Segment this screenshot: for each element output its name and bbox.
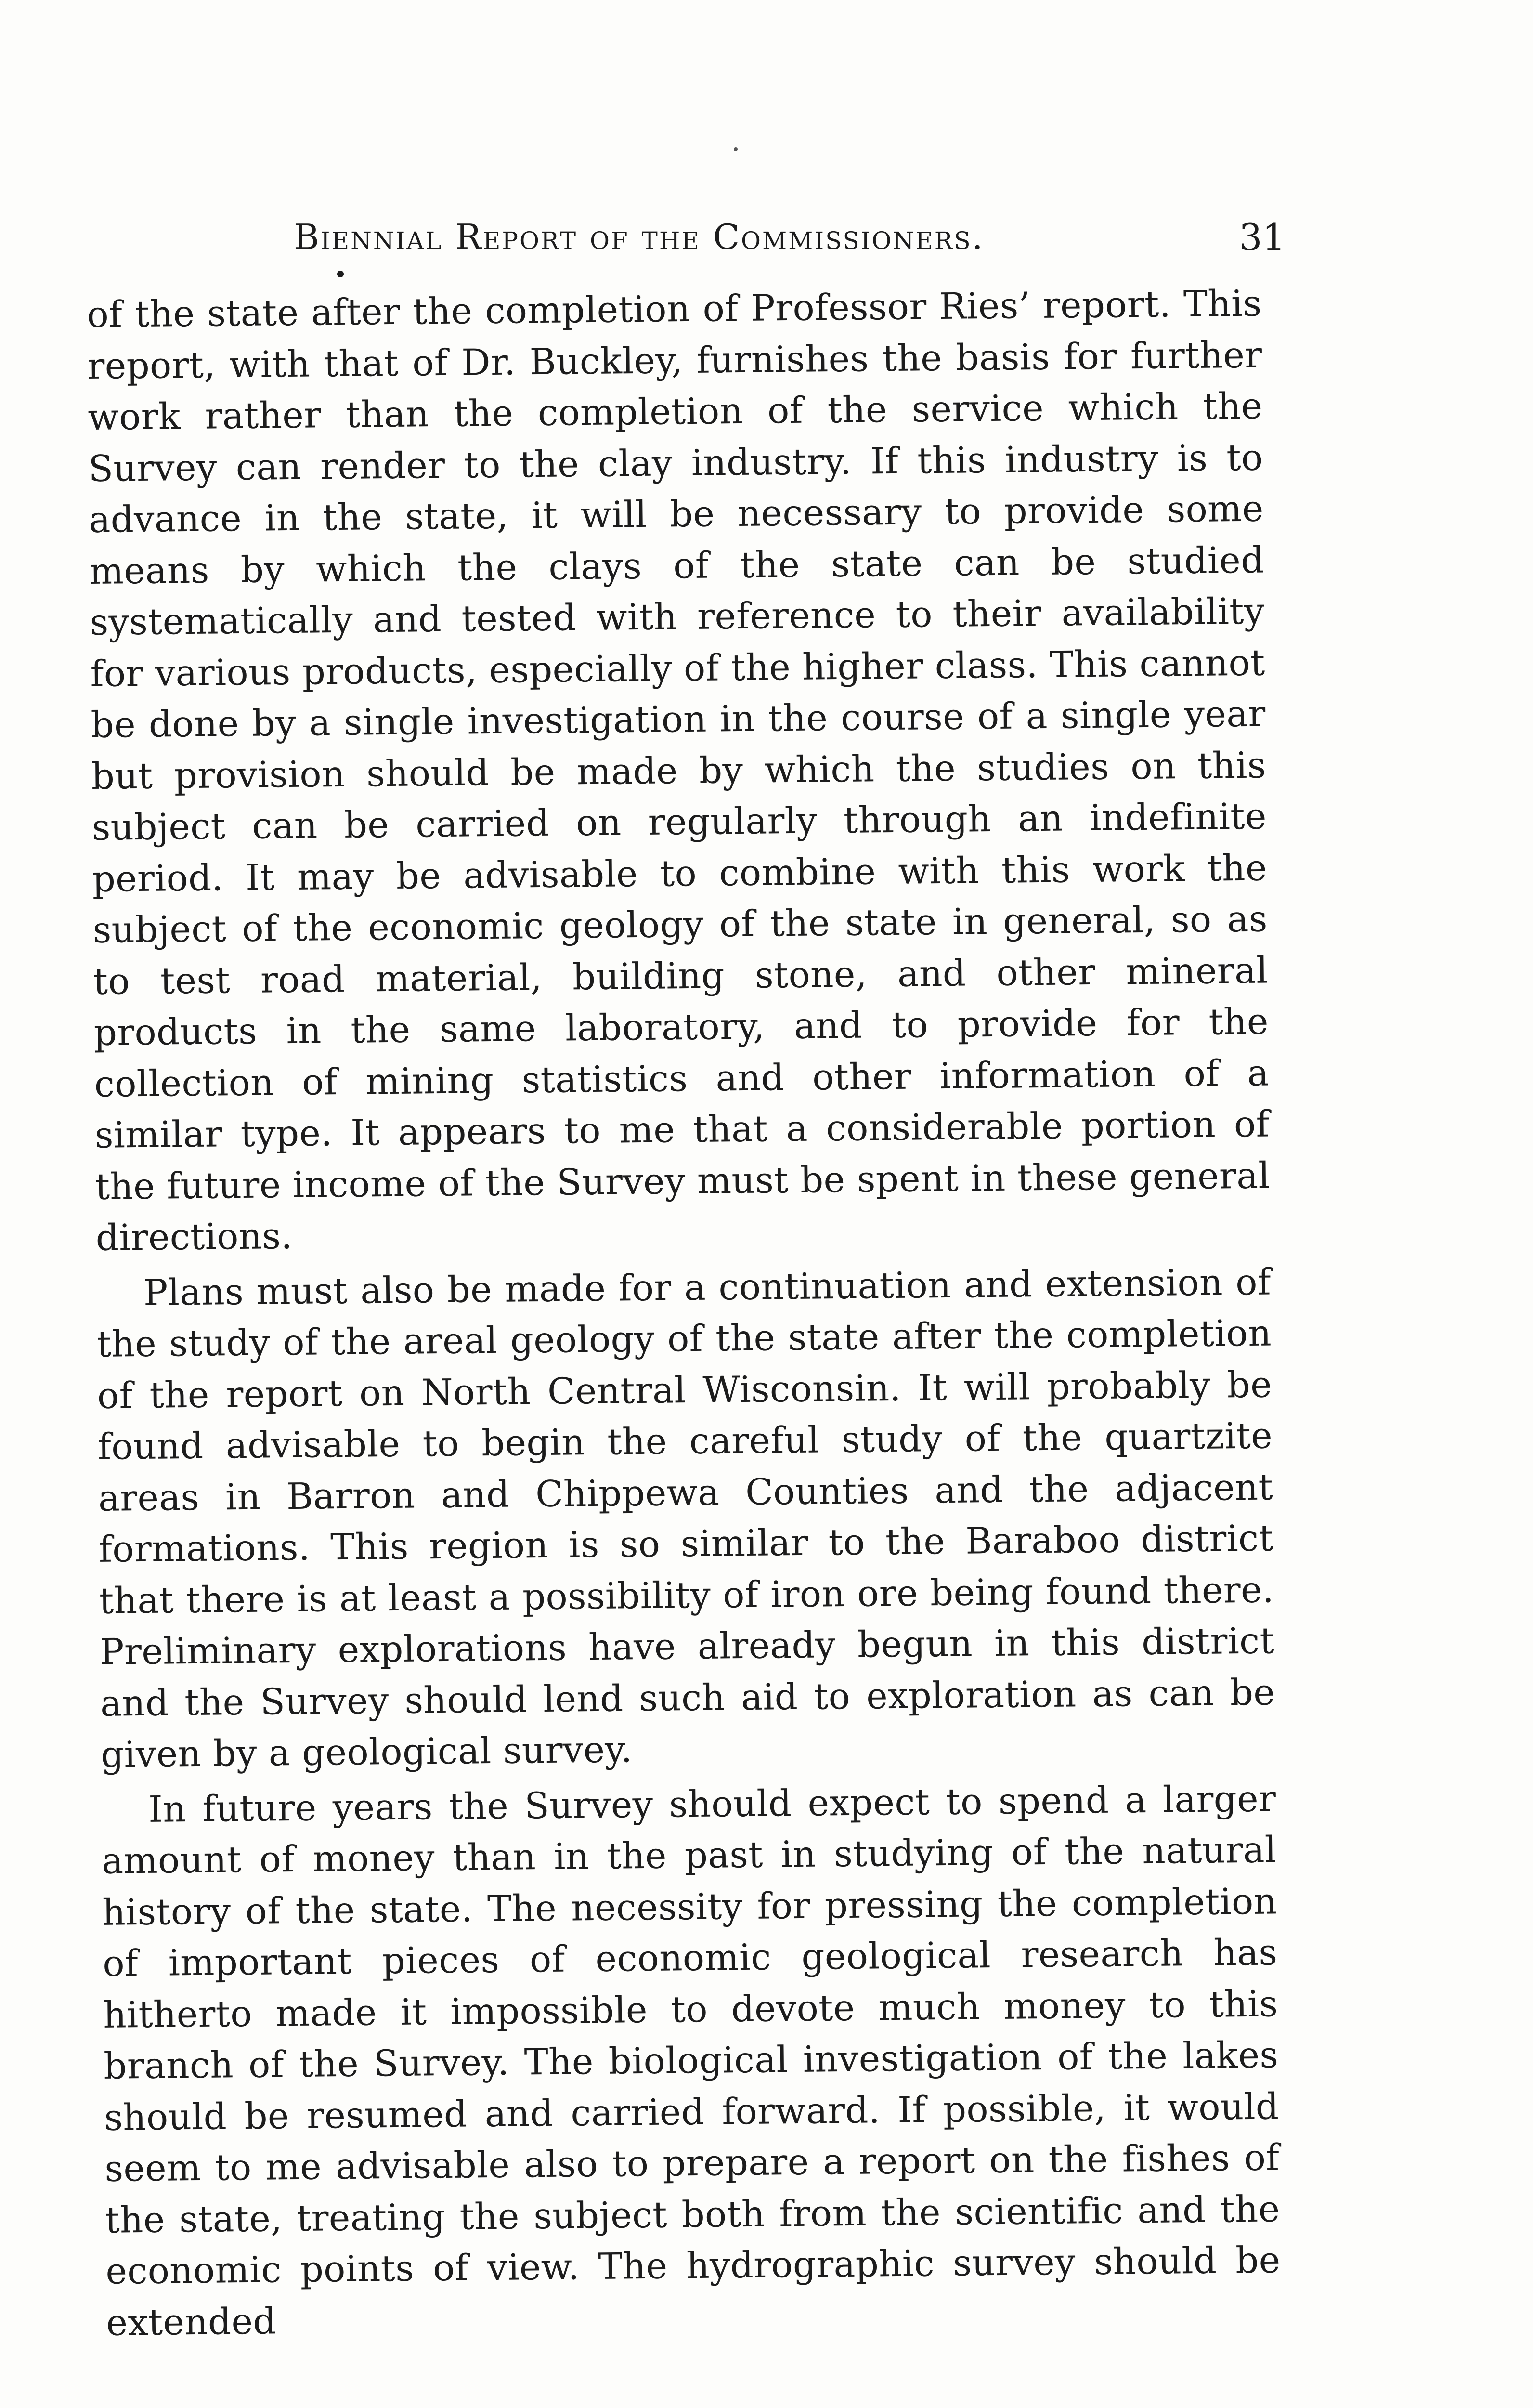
running-head: Biennial Report of the Commissioners.: [294, 217, 985, 257]
ink-dot: [337, 271, 344, 277]
ink-speck: [734, 147, 738, 151]
body-text: [87, 278, 1281, 2344]
page-header: [294, 207, 1286, 275]
paragraph-continued: of the state after the completion of Professor Ries’ report. This report, with that of Dr. Buckley, furnishes the basis for further work rather than the completion of the service which the Survey can render to the clay industry. If this industry is to advance in the state, it will be necessary to provide some means by which the clays of the state can be studied systematically and tested with reference to their availability for various products, especially of the higher class. This cannot be done by a single investigation in the course of a single year but provision should be made by which the studies on this subject can be carried on regularly through an indefinite period. It may be advisable to combine with this work the subject of the economic geology of the state in general, so as to test road material, building stone, and other mineral products in the same laboratory, and to provide for the collection of mining statistics and other information of a similar type. It appears to me that a considerable portion of the future income of the Survey must be spent in these general directions.: [87, 282, 1271, 1259]
page-number: 31: [1239, 216, 1286, 259]
paragraph-natural-history: In future years the Survey should expect to spend a larger amount of money than in the past in studying of the natural history of the state. The necessity for pressing the completion of important pieces of economic geological research has hitherto made it impossible to devote much money to this branch of the Survey. The biological investigation of the lakes should be resumed and carried forward. If possible, it would seem to me advisable also to prepare a report on the fishes of the state, treating the subject both from the scientific and the economic points of view. The hydrographic survey should be extended: [101, 1777, 1281, 2344]
paragraph-areal-geology: Plans must also be made for a continuation and extension of the study of the areal geology of the state after the completion of the report on North Central Wisconsin. It will probably be found advisable to begin the careful study of the quartzite areas in Barron and Chippewa Counties and the adjacent formations. This region is so similar to the Baraboo district that there is at least a possibility of iron ore being found there. Preliminary explorations have already begun in this district and the Survey should lend such aid to exploration as can be given by a geological survey.: [96, 1260, 1275, 1776]
